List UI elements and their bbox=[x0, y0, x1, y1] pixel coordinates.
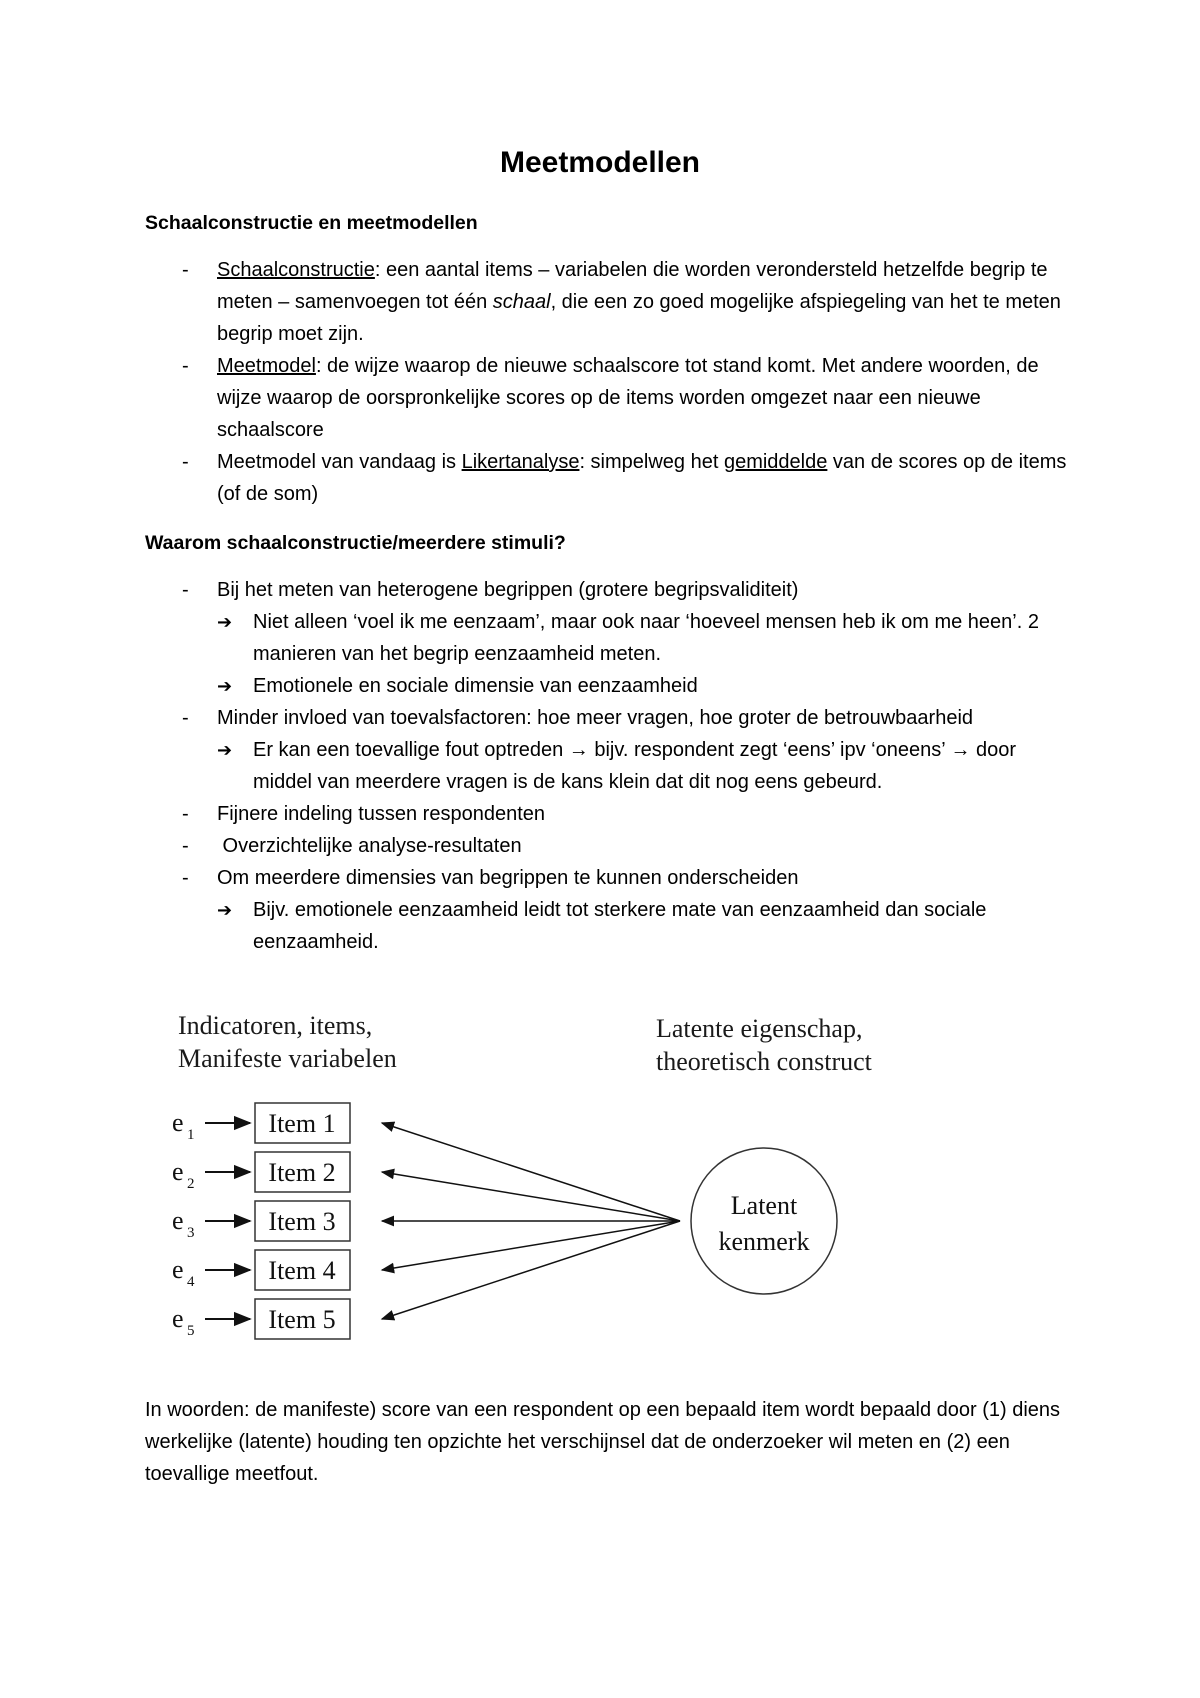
dash-bullet: - bbox=[182, 355, 189, 377]
loading-arrow bbox=[382, 1172, 680, 1221]
error-term bbox=[172, 1255, 195, 1290]
term-gemiddelde: gemiddelde bbox=[723, 451, 828, 473]
error-symbol: e bbox=[172, 1304, 184, 1333]
figure-label-line: Latente eigenschap, bbox=[656, 1014, 863, 1043]
arrow-right-icon: ➔ bbox=[217, 612, 233, 632]
error-symbol: e bbox=[172, 1255, 184, 1284]
dash-bullet: - bbox=[182, 867, 189, 889]
figure-label-line: Manifeste variabelen bbox=[178, 1044, 397, 1073]
loading-arrow bbox=[382, 1221, 680, 1319]
section-heading-schaalconstructie: Schaalconstructie en meetmodellen bbox=[145, 212, 478, 234]
dash-bullet: - bbox=[182, 707, 189, 729]
item-label: Item 3 bbox=[268, 1207, 336, 1236]
sub-list-item bbox=[145, 734, 1075, 798]
list-item bbox=[145, 702, 1075, 734]
error-subscript: 3 bbox=[187, 1225, 195, 1241]
figure-label-line: Indicatoren, items, bbox=[178, 1011, 373, 1040]
bullet-text: Bij het meten van heterogene begrippen (grotere begripsvaliditeit) bbox=[217, 579, 799, 601]
item-label: Item 2 bbox=[268, 1158, 336, 1187]
sub-list-item bbox=[145, 670, 1075, 702]
dash-bullet: - bbox=[182, 451, 189, 473]
sub-bullet-text: Bijv. emotionele eenzaamheid leidt tot sterkere mate van eenzaamheid dan sociale eenzaamheid. bbox=[253, 899, 987, 953]
error-subscript: 2 bbox=[187, 1176, 195, 1192]
loading-arrow bbox=[382, 1221, 680, 1270]
closing-paragraph: In woorden: de manifeste) score van een respondent op een bepaald item wordt bepaald door (1) diens werkelijke (latente) houding ten opzichte het verschijnsel dat de onderzoeker wil meten en (2) een toevallige meetfout. bbox=[145, 1399, 1061, 1485]
bullet-text: Om meerdere dimensies van begrippen te kunnen onderscheiden bbox=[217, 867, 799, 889]
dash-bullet: - bbox=[182, 579, 189, 601]
sub-bullet-text: Er kan een toevallige fout optreden → bijv. respondent zegt ‘eens’ ipv ‘oneens’ → door middel van meerdere vragen is de kans klein dat dit nog eens gebeurd. bbox=[253, 739, 1017, 793]
error-symbol: e bbox=[172, 1206, 184, 1235]
error-symbol: e bbox=[172, 1108, 184, 1137]
loading-arrow bbox=[382, 1123, 680, 1221]
item-label: Item 1 bbox=[268, 1109, 336, 1138]
bullet-text: Fijnere indeling tussen respondenten bbox=[217, 803, 545, 825]
latent-label-line2: kenmerk bbox=[718, 1227, 810, 1256]
bullet-text: Overzichtelijke analyse-resultaten bbox=[217, 835, 522, 857]
measurement-model-diagram bbox=[160, 1090, 860, 1360]
error-subscript: 4 bbox=[187, 1274, 195, 1290]
definition-text: Meetmodel van vandaag is bbox=[217, 451, 462, 473]
error-term bbox=[172, 1304, 195, 1339]
list-item bbox=[145, 798, 1075, 830]
dash-bullet: - bbox=[182, 803, 189, 825]
list-item bbox=[145, 350, 1075, 446]
error-term bbox=[172, 1108, 195, 1143]
sub-bullet-text: Emotionele en sociale dimensie van eenzaamheid bbox=[253, 675, 698, 697]
definition-text: : de wijze waarop de nieuwe schaalscore tot stand komt. Met andere woorden, de wijze waarop de oorspronkelijke scores op de items worden omgezet naar een nieuwe schaalscore bbox=[217, 355, 1039, 441]
sub-list-item bbox=[145, 606, 1075, 670]
bullet-text: Minder invloed van toevalsfactoren: hoe meer vragen, hoe groter de betrouwbaarheid bbox=[217, 707, 974, 729]
list-item bbox=[145, 254, 1075, 350]
list-item bbox=[145, 862, 1075, 894]
term-schaalconstructie: Schaalconstructie bbox=[217, 259, 375, 281]
error-subscript: 5 bbox=[187, 1323, 195, 1339]
page-title: Meetmodellen bbox=[499, 146, 701, 179]
dash-bullet: - bbox=[182, 835, 189, 857]
schaalconstructie-list bbox=[145, 254, 1075, 510]
arrow-right-icon: ➔ bbox=[217, 676, 233, 696]
sub-bullet-text: Niet alleen ‘voel ik me eenzaam’, maar ook naar ‘hoeveel mensen heb ik om me heen’. 2 manieren van het begrip eenzaamheid meten. bbox=[253, 611, 1039, 665]
latent-construct-circle bbox=[691, 1148, 837, 1294]
section-heading-waarom: Waarom schaalconstructie/meerdere stimuli? bbox=[145, 532, 566, 554]
arrow-right-icon: ➔ bbox=[217, 900, 233, 920]
definition-text: van de scores op de items (of de som) bbox=[217, 451, 1067, 505]
definition-text: : simpelweg het bbox=[579, 451, 724, 473]
dash-bullet: - bbox=[182, 259, 189, 281]
latent-label-line1: Latent bbox=[730, 1191, 798, 1220]
figure-label-latent bbox=[656, 1012, 872, 1078]
list-item bbox=[145, 830, 1075, 862]
sub-list-item bbox=[145, 894, 1075, 958]
waarom-list bbox=[145, 574, 1075, 958]
definition-text: : een aantal items – variabelen die worden verondersteld hetzelfde begrip te meten – samenvoegen tot één bbox=[217, 259, 1048, 313]
error-term bbox=[172, 1157, 195, 1192]
item-label: Item 5 bbox=[268, 1305, 336, 1334]
definition-text: , die een zo goed mogelijke afspiegeling van het te meten begrip moet zijn. bbox=[217, 291, 1061, 345]
error-term bbox=[172, 1206, 195, 1241]
figure-label-indicatoren bbox=[178, 1009, 397, 1075]
figure-label-line: theoretisch construct bbox=[656, 1047, 872, 1076]
list-item bbox=[145, 574, 1075, 606]
arrow-right-icon: ➔ bbox=[217, 740, 233, 760]
error-symbol: e bbox=[172, 1157, 184, 1186]
italic-term: schaal bbox=[492, 291, 551, 313]
error-subscript: 1 bbox=[187, 1127, 195, 1143]
item-label: Item 4 bbox=[268, 1256, 336, 1285]
list-item bbox=[145, 446, 1075, 510]
term-meetmodel: Meetmodel bbox=[217, 355, 316, 377]
term-likertanalyse: Likertanalyse bbox=[461, 451, 580, 473]
